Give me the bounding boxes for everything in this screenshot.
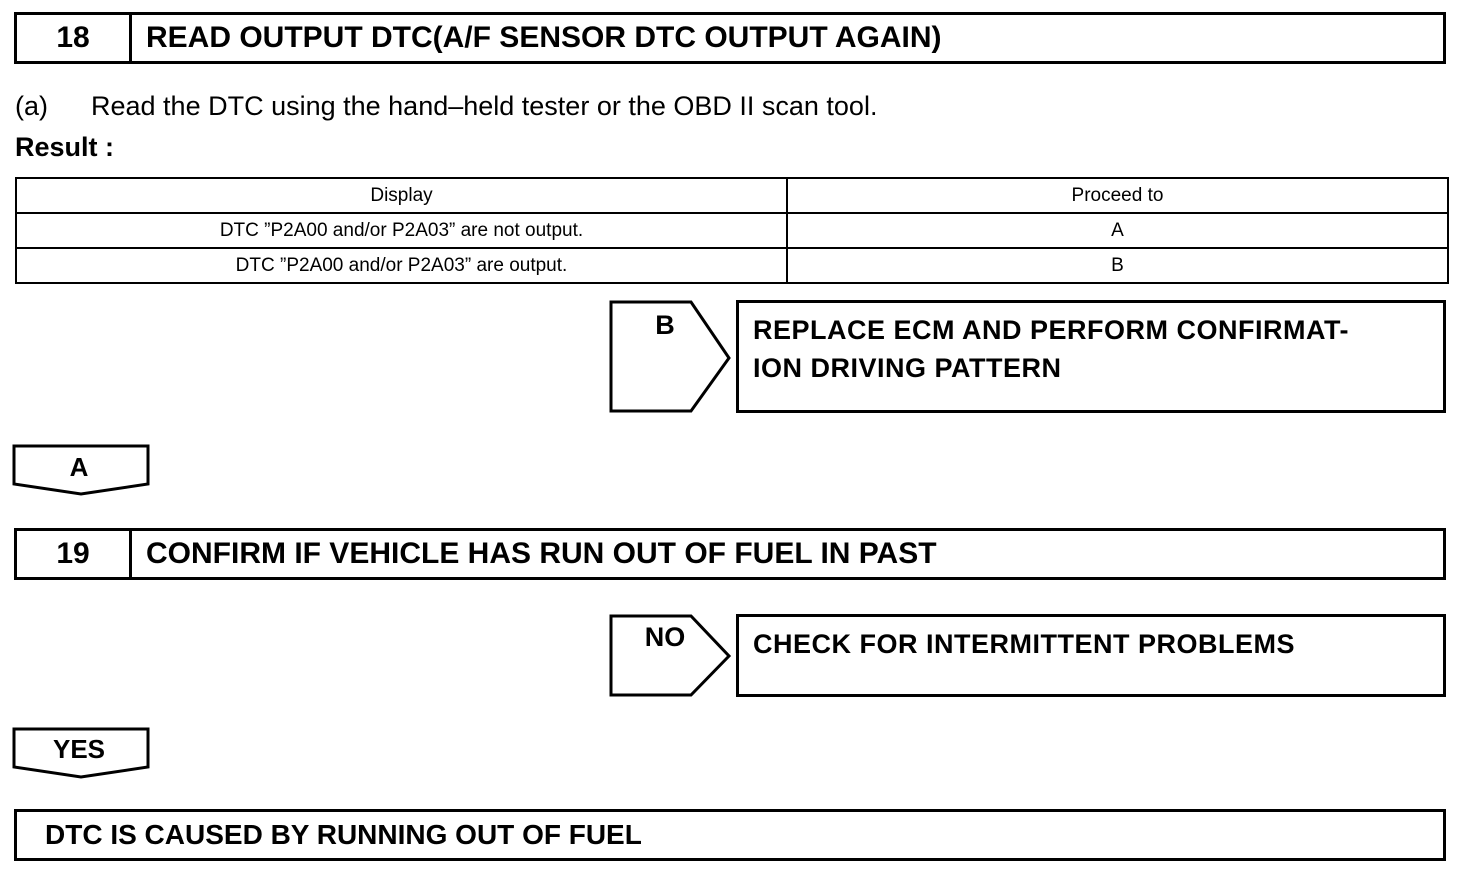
table-cell: DTC ”P2A00 and/or P2A03” are output.	[16, 248, 787, 283]
step-title: CONFIRM IF VEHICLE HAS RUN OUT OF FUEL IN PAST	[146, 537, 937, 570]
branch-no-text: CHECK FOR INTERMITTENT PROBLEMS	[753, 629, 1295, 659]
branch-b-line-2: ION DRIVING PATTERN	[753, 353, 1062, 383]
arrow-a-tag: A	[69, 452, 89, 482]
instruction-line	[15, 91, 877, 122]
table-header-row	[16, 178, 1448, 213]
table-row	[16, 248, 1448, 283]
instruction-text: Read the DTC using the hand–held tester or the OBD II scan tool.	[91, 91, 878, 121]
step-number: 19	[17, 531, 132, 577]
table-header-display: Display	[16, 178, 787, 213]
branch-b-action-box	[736, 300, 1446, 413]
instruction-label: (a)	[15, 91, 48, 121]
table-cell: A	[787, 213, 1448, 248]
arrow-yes-tag: YES	[52, 734, 106, 764]
result-table	[15, 177, 1449, 284]
step-19-header	[14, 528, 1446, 580]
branch-b-line-1: REPLACE ECM AND PERFORM CONFIRMAT-	[753, 315, 1349, 345]
result-label: Result :	[15, 132, 115, 162]
table-cell: DTC ”P2A00 and/or P2A03” are not output.	[16, 213, 787, 248]
table-row	[16, 213, 1448, 248]
step-18-header	[14, 12, 1446, 64]
branch-b-tag: B	[655, 310, 675, 340]
final-result-text: DTC IS CAUSED BY RUNNING OUT OF FUEL	[45, 819, 642, 850]
step-title: READ OUTPUT DTC(A/F SENSOR DTC OUTPUT AGAIN)	[146, 21, 942, 54]
table-header-proceed: Proceed to	[787, 178, 1448, 213]
step-number: 18	[17, 15, 132, 61]
branch-no-tag: NO	[644, 622, 686, 652]
table-cell: B	[787, 248, 1448, 283]
final-result-bar	[14, 809, 1446, 861]
branch-no-action-box	[736, 614, 1446, 697]
